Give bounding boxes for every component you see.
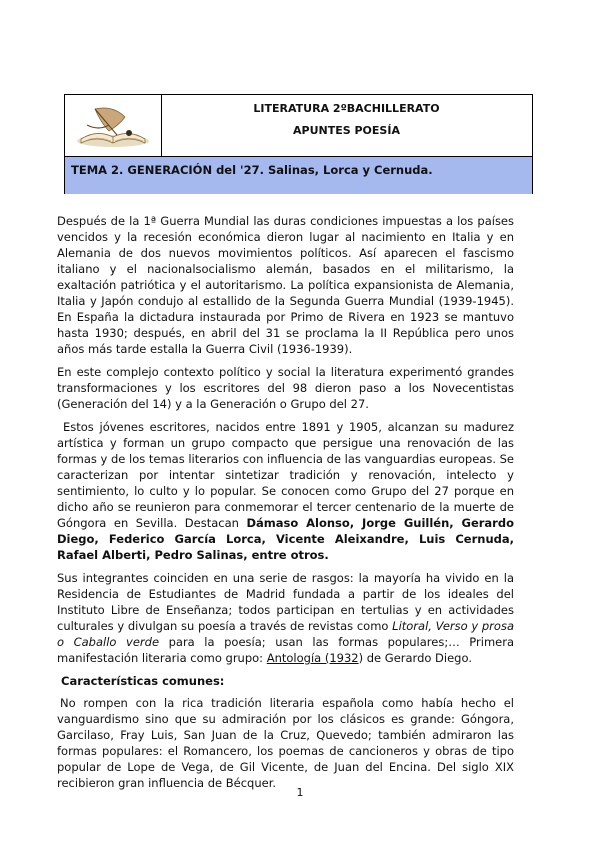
paragraph-5: No rompen con la rica tradición literaria española como había hecho el vanguardismo sino que su admiración por los clásicos es grande: Góngora, Garcilaso, Fray Luis, San Juan de la Cruz, Quevedo; también admiraron las formas populares: el Romancero, los poemas de cancioneros y obras de tipo popular de Lope de Vega, de Gil Vicente, de Juan del Encina. Del siglo XIX recibieron gran influencia de Bécquer.: [57, 696, 514, 790]
authors-list: Dámaso Alonso, Jorge Guillén, Gerardo Diego, Federico García Lorca, Vicente Aleixandre, Luis Cernuda, Rafael Alberti, Pedro Salinas, entre otros.: [57, 516, 514, 562]
header-table: [64, 94, 533, 194]
paragraph-4-c: ) de Gerardo Diego.: [358, 651, 472, 665]
paragraph-3: [57, 419, 514, 563]
paragraph-4: [57, 570, 514, 666]
document-body: [57, 213, 514, 798]
anthology-link[interactable]: Antología (1932: [266, 651, 359, 665]
notes-title: APUNTES POESÍA: [293, 124, 400, 137]
paragraph-4-a: Sus integrantes coinciden en una serie de rasgos: la mayoría ha vivido en la Residencia de Estudiantes de Madrid fundada a partir de los ideales del Instituto Libre de Enseñanza; todos participan en tertulias y en actividades culturales y divulgan su poesía a través de revistas como: [57, 571, 514, 633]
paragraph-2: En este complejo contexto político y social la literatura experimentó grandes transformaciones y los escritores del 98 dieron paso a los Novecentistas (Generación del 14) y a la Generación o Grupo del 27.: [57, 365, 514, 411]
paragraph-1: Después de la 1ª Guerra Mundial las duras condiciones impuestas a los países vencidos y la recesión económica dieron lugar al nacimiento en Italia y en Alemania de dos nuevos movimientos políticos. Así aparecen el fascismo italiano y el nacionalsocialismo alemán, basados en el militarismo, la exaltación patriótica y el autoritarismo. La política expansionista de Alemania, Italia y Japón condujo al estallido de la Segunda Guerra Mundial (1939-1945). En España la dictadura instaurada por Primo de Rivera en 1923 se mantuvo hasta 1930; después, en abril del 31 se proclama la II República pero unos años más tarde estalla la Guerra Civil (1936-1939).: [57, 214, 514, 356]
header-top-row: [65, 95, 532, 157]
tema-title: TEMA 2. GENERACIÓN del '27. Salinas, Lorca y Cernuda.: [65, 157, 532, 194]
logo-cell: [65, 95, 162, 156]
title-cell: [161, 95, 532, 156]
paragraph-4-b: para la poesía; usan las formas populares;… Primera manifestación literaria como grupo:: [57, 635, 515, 665]
section-heading: Características comunes:: [61, 674, 225, 688]
magazines-list: Litoral, Verso y prosa o Caballo verde: [57, 619, 514, 649]
course-title: LITERATURA 2ºBACHILLERATO: [253, 102, 440, 115]
quill-book-icon: [65, 95, 161, 156]
page-number: 1: [296, 786, 304, 799]
paragraph-3-text: Estos jóvenes escritores, nacidos entre 1891 y 1905, alcanzan su madurez artística y forman un grupo compacto que persigue una renovación de las formas y de los temas literarios con influencia de las vanguardias europeas. Se caracterizan por intentar sintetizar tradición y renovación, intelecto y sentimiento, lo culto y lo popular. Se conocen como Grupo del 27 porque en dicho año se reunieron para conmemorar el tercer centenario de la muerte de Góngora en Sevilla. Destacan: [57, 420, 515, 530]
